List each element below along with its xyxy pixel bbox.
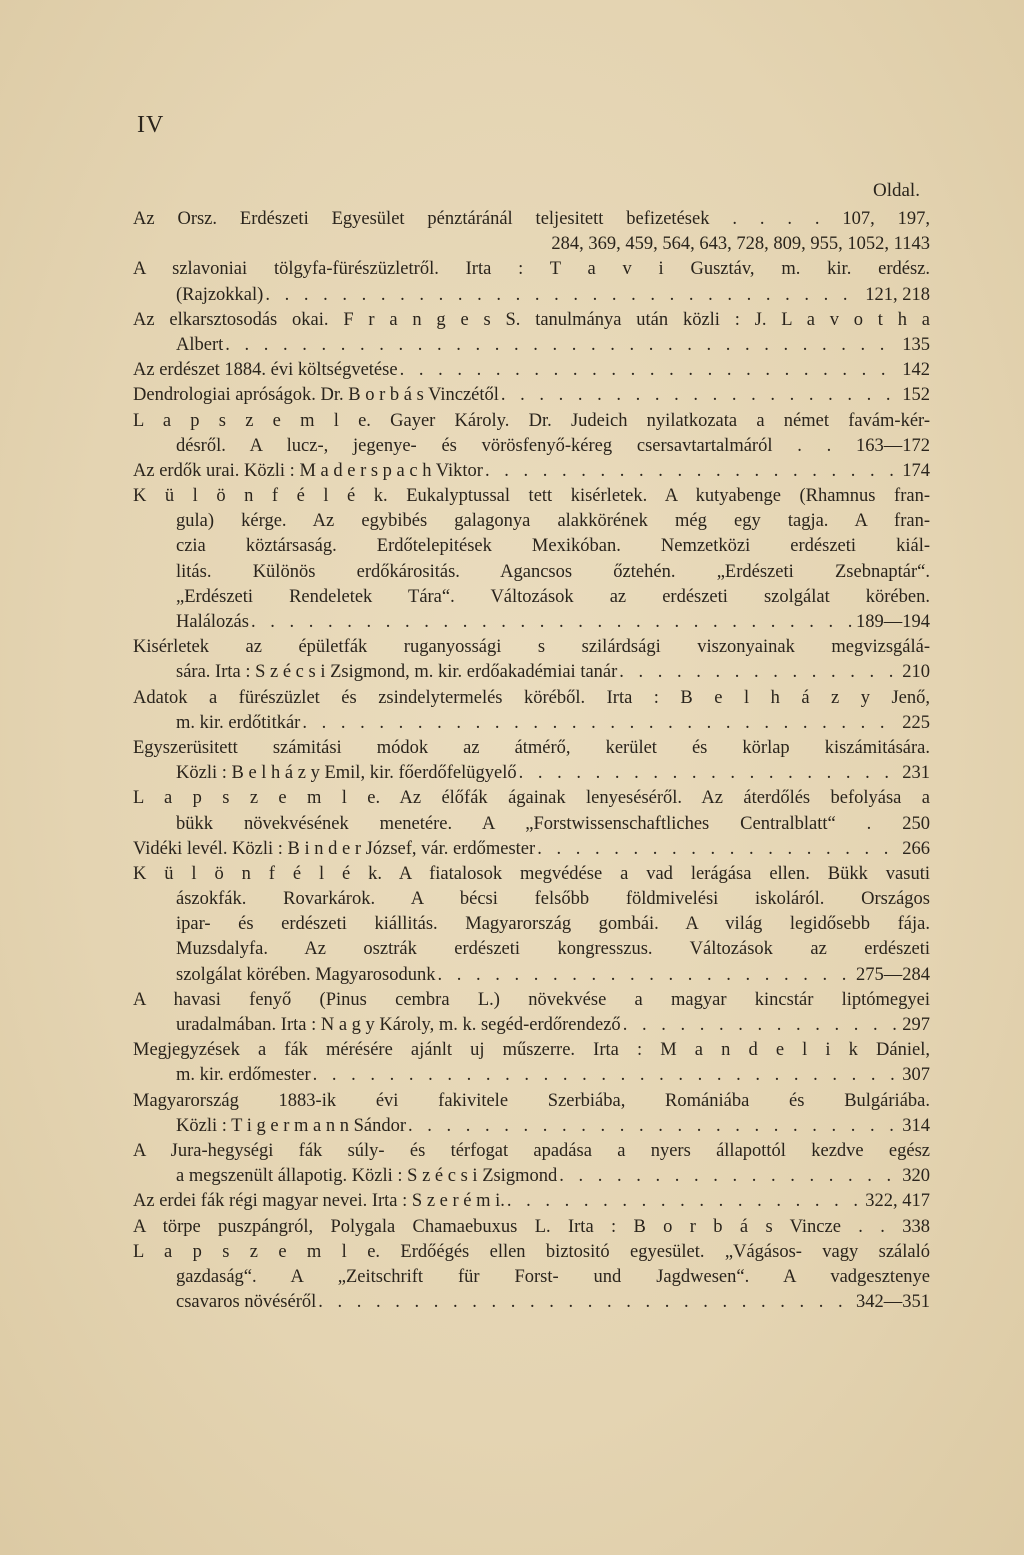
toc-line-text: szolgálat körében. Magyarosodunk [176,964,436,985]
toc-line [133,434,930,459]
toc-line-text: A havasi fenyő (Pinus cembra L.) növekvése a magyar kincstár liptómegyei [133,989,930,1010]
toc-line [133,1013,930,1038]
toc-line-text: Az elkarsztosodás okai. F r a n g e s S. tanulmánya után közli : J. L a v o t h a [133,309,930,330]
toc-line [133,459,930,484]
toc-line-text: L a p s z e m l e. Gayer Károly. Dr. Judeich nyilatkozata a német favám-kér- [133,410,930,431]
toc-page-number: 322, 417 [865,1191,930,1212]
toc-line-text: ipar- és erdészeti kiállitás. Magyarország gombái. A világ legidősebb fája. [176,914,930,935]
toc-line [133,358,930,383]
toc-line-text: czia köztársaság. Erdőtelepitések Mexikóban. Nemzetközi erdészeti kiál- [176,536,930,557]
toc-line-text: uradalmában. Irta : N a g y Károly, m. k. segéd-erdőrendező [176,1015,621,1035]
dot-leader [225,333,900,358]
toc-line [133,963,930,988]
toc-line [133,509,930,534]
dot-leader [623,1013,901,1038]
toc-line [133,1265,930,1290]
dot-leader [501,383,900,408]
toc-line [133,887,930,912]
toc-line [133,1215,930,1240]
toc-line-text: Az erdészet 1884. évi költségvetése [133,360,398,381]
toc-page-number: 307 [902,1065,930,1086]
toc-line-text: Vidéki levél. Közli : B i n d e r József, vár. erdőmester [133,838,536,859]
toc-line-text: Dendrologiai apróságok. Dr. B o r b á s Vinczétől [133,385,499,406]
toc-page-number: 342—351 [856,1292,930,1313]
dot-leader [408,1114,900,1139]
toc-page-number: 210 [902,662,930,683]
toc-line-text: L a p s z e m l e. Erdőégés ellen biztositó egyesület. „Vágásos- vagy szálaló [133,1241,930,1262]
toc-page-number: 135 [902,334,930,355]
table-of-contents [133,207,930,1315]
toc-page-number: 231 [902,763,930,784]
toc-page-number: 142 [902,360,930,381]
toc-page-number: 189—194 [856,612,930,632]
toc-line [133,257,930,282]
toc-page-number: 225 [902,712,930,733]
toc-line-text: Albert [176,334,224,355]
toc-line-text: Közli : B e l h á z y Emil, kir. főerdőfelügyelő [176,763,517,784]
toc-line [133,786,930,811]
toc-line [133,761,930,786]
toc-line-text: ászokfák. Rovarkárok. A bécsi felsőbb földmivelési iskoláról. Országos [176,889,930,910]
toc-line-text: Muzsdalyfa. Az osztrák erdészeti kongresszus. Változások az erdészeti [176,939,930,960]
toc-line [133,1290,930,1315]
dot-leader [485,459,900,484]
toc-page-number: 121, 218 [865,284,930,305]
toc-page-number: 314 [902,1115,930,1136]
toc-line [133,207,930,232]
toc-line [133,837,930,862]
toc-line [133,585,930,610]
toc-line-text: Kisérletek az épületfák ruganyossági s szilárdsági viszonyainak megvizsgálá- [133,637,930,658]
toc-line [133,1089,930,1114]
toc-page-number: 275—284 [856,964,930,985]
toc-line [133,988,930,1013]
toc-line [133,912,930,937]
toc-line-text: Az Orsz. Erdészeti Egyesület pénztáránál teljesitett befizetések . . . . 107, 197, [133,209,930,229]
toc-line [133,1189,930,1214]
toc-line-text: 284, 369, 459, 564, 643, 728, 809, 955, 1052, 1143 [551,234,930,255]
toc-line [133,862,930,887]
toc-line-text: a megszenült állapotig. Közli : S z é c s i Zsigmond [176,1166,558,1187]
toc-line [133,333,930,358]
dot-leader [302,711,900,736]
toc-line-text: Magyarország 1883-ik évi fakivitele Szerbiába, Romániába és Bulgáriába. [133,1090,930,1111]
toc-line-text: Halálozás [176,612,249,632]
toc-line-text: gazdaság“. A „Zeitschrift für Forst- und Jagdwesen“. A vadgesztenye [176,1266,930,1287]
toc-line [133,1114,930,1139]
toc-line [133,383,930,408]
toc-line [133,409,930,434]
toc-line-text: bükk növekvésének menetére. A „Forstwissenschaftliches Centralblatt“ . 250 [176,813,930,834]
toc-line-text: A szlavoniai tölgyfa-fürészüzletről. Irta : T a v i Gusztáv, m. kir. erdész. [133,259,930,280]
toc-page-number: 320 [902,1166,930,1187]
toc-page-number: 297 [902,1015,930,1035]
toc-line [133,484,930,509]
toc-line-text: sára. Irta : S z é c s i Zsigmond, m. kir. erdőakadémiai tanár [176,662,618,683]
dot-leader [537,837,900,862]
toc-line [133,232,930,257]
toc-line-text: litás. Különös erdőkárositás. Agancsos őztehén. „Erdészeti Zsebnaptár“. [176,561,930,582]
toc-line [133,1164,930,1189]
dot-leader [519,761,901,786]
toc-line [133,534,930,559]
toc-line [133,736,930,761]
toc-line-text: L a p s z e m l e. Az élőfák ágainak lenyeséséről. Az áterdőlés befolyása a [133,788,930,809]
toc-line-text: K ü l ö n f é l é k. Eukalyptussal tett kisérletek. A kutyabenge (Rhamnus fran- [133,486,930,507]
toc-line [133,1240,930,1265]
toc-line [133,308,930,333]
toc-line-text: Közli : T i g e r m a n n Sándor [176,1115,407,1136]
toc-line [133,610,930,635]
dot-leader [437,963,854,988]
dot-leader [265,283,863,308]
toc-line-text: gula) kérge. Az egybibés galagonya alakkörének még egy tagja. A fran- [176,511,930,532]
toc-line-text: csavaros növéséről [176,1292,317,1313]
dot-leader [251,610,854,635]
toc-line-text: Az erdei fák régi magyar nevei. Irta : S z e r é m i. [133,1191,505,1212]
dot-leader [318,1290,854,1315]
dot-leader [619,660,900,685]
toc-line [133,937,930,962]
toc-line [133,635,930,660]
toc-line [133,1139,930,1164]
toc-line-text: Egyszerüsitett számitási módok az átmérő, kerület és körlap kiszámitására. [133,737,930,758]
toc-line [133,711,930,736]
toc-page-number: 152 [902,385,930,406]
toc-line [133,812,930,837]
dot-leader [313,1063,901,1088]
toc-line-text: Megjegyzések a fák mérésére ajánlt uj műszerre. Irta : M a n d e l i k Dániel, [133,1040,930,1061]
toc-line-text: m. kir. erdőtitkár [176,712,301,733]
dot-leader [400,358,901,383]
toc-line-text: Adatok a fürészüzlet és zsindelytermelés köréből. Irta : B e l h á z y Jenő, [133,687,930,708]
toc-page-number: 174 [902,460,930,481]
toc-line [133,283,930,308]
toc-line-text: (Rajzokkal) [176,284,264,305]
toc-line-text: A törpe puszpángról, Polygala Chamaebuxus L. Irta : B o r b á s Vincze . . 338 [133,1216,930,1237]
toc-line-text: A Jura-hegységi fák súly- és térfogat apadása a nyers állapottól kezdve egész [133,1140,930,1161]
page-column-header: Oldal. [873,180,920,201]
toc-line [133,1063,930,1088]
toc-line [133,560,930,585]
toc-page-number: 266 [902,838,930,859]
dot-leader [559,1164,900,1189]
toc-line-text: m. kir. erdőmester [176,1065,311,1086]
page-number: IV [137,112,165,138]
toc-line [133,1038,930,1063]
toc-line-text: K ü l ö n f é l é k. A fiatalosok megvédése a vad lerágása ellen. Bükk vasuti [133,863,930,884]
dot-leader [507,1189,863,1214]
toc-line-text: désről. A lucz-, jegenye- és vörösfenyő-kéreg csersavtartalmáról . . 163—172 [176,435,930,456]
toc-line-text: „Erdészeti Rendeletek Tára“. Változások az erdészeti szolgálat körében. [176,586,930,607]
toc-line [133,686,930,711]
toc-line [133,660,930,685]
toc-line-text: Az erdők urai. Közli : M a d e r s p a c h Viktor [133,460,483,481]
